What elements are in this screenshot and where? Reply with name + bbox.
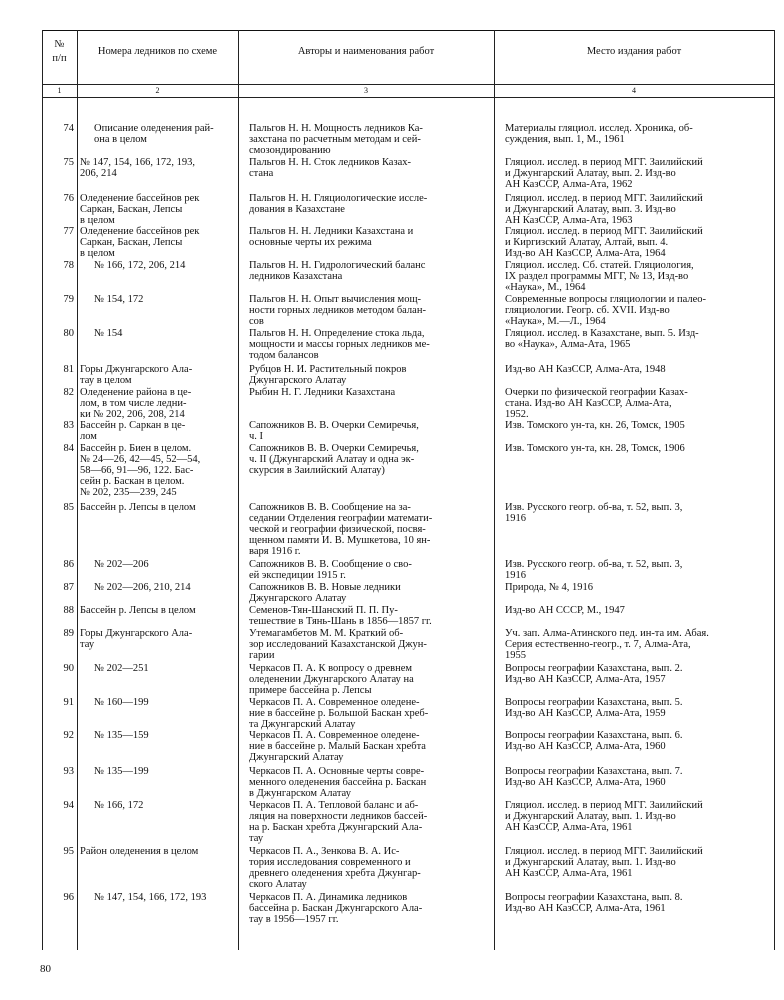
row-glaciers: Район оледенения в целом [80, 846, 199, 857]
row-number: 90 [63, 663, 74, 674]
colnum-3: 3 [364, 86, 368, 95]
row-place: Уч. зап. Алма-Атинского пед. ин-та им. Абая. Серия естественно-геогр., т. 7, Алма-Ата, 1955 [505, 628, 709, 661]
row-glaciers: Оледенение района в це- лом, в том числе ледни- ки № 202, 206, 208, 214 [80, 387, 192, 420]
row-place: Материалы гляциол. исслед. Хроника, об- суждения, вып. 1, М., 1961 [505, 123, 693, 145]
colnum-1: 1 [57, 86, 62, 95]
row-place: Современные вопросы гляциологии и палео- гляциологии. Геогр. сб. XVII. Изд-во «Наука», М.—Л., 1964 [505, 294, 706, 327]
col-divider-3 [494, 30, 495, 950]
row-place: Очерки по физической географии Казах- стана. Изд-во АН КазССР, Алма-Ата, 1952. [505, 387, 688, 420]
row-authors: Черкасов П. А. Тепловой баланс и аб- ляция на поверхности ледников бассей- на р. Баскан хребта Джунгарский Ала- тау [249, 800, 428, 844]
row-place: Вопросы географии Казахстана, вып. 5. Изд-во АН КазССР, Алма-Ата, 1959 [505, 697, 683, 719]
row-place: Гляциол. исслед. Сб. статей. Гляциология, IX раздел программы МГГ, № 13, Изд-во «Наука», М., 1964 [505, 260, 694, 293]
table-left-border [42, 30, 43, 950]
row-number: 81 [63, 364, 74, 375]
row-glaciers: № 147, 154, 166, 172, 193 [94, 892, 207, 903]
row-number: 84 [63, 443, 74, 454]
row-place: Вопросы географии Казахстана, вып. 2. Изд-во АН КазССР, Алма-Ата, 1957 [505, 663, 683, 685]
colnum-4: 4 [632, 86, 636, 95]
row-glaciers: № 202—206, 210, 214 [94, 582, 191, 593]
row-place: Гляциол. исслед. в период МГГ. Заилийский и Джунгарский Алатау, вып. 1. Изд-во АН КазССР, Алма-Ата, 1961 [505, 846, 703, 879]
row-number: 77 [63, 226, 74, 237]
row-place: Изв. Томского ун-та, кн. 28, Томск, 1906 [505, 443, 685, 454]
row-glaciers: № 135—159 [94, 730, 149, 741]
row-authors: Черкасов П. А. Современное оледене- ние в бассейне р. Большой Баскан хреб- та Джунгарский Алатау [249, 697, 429, 730]
row-number: 79 [63, 294, 74, 305]
row-number: 96 [63, 892, 74, 903]
row-authors: Черкасов П. А. Основные черты совре- менного оледенения бассейна р. Баскан в Джунгарском Алатау [249, 766, 427, 799]
row-glaciers: Горы Джунгарского Ала- тау в целом [80, 364, 193, 386]
row-number: 83 [63, 420, 74, 431]
row-number: 74 [63, 123, 74, 134]
row-glaciers: Бассейн р. Биен в целом. № 24—26, 42—45, 52—54, 58—66, 91—96, 122. Бас- сейн р. Баскан в целом. № 202, 235—239, 245 [80, 443, 201, 498]
header-col-authors: Авторы и наименования работ [297, 46, 435, 57]
row-place: Изв. Русского геогр. об-ва, т. 52, вып. 3, 1916 [505, 502, 683, 524]
row-authors: Утемагамбетов М. М. Краткий об- зор исследований Казахстанской Джун- гарии [249, 628, 427, 661]
row-authors: Семенов-Тян-Шанский П. П. Пу- тешествие в Тянь-Шань в 1856—1857 гг. [249, 605, 432, 627]
row-number: 85 [63, 502, 74, 513]
table-top-border [42, 30, 774, 31]
row-glaciers: Оледенение бассейнов рек Саркан, Баскан, Лепсы в целом [80, 226, 200, 259]
row-place: Гляциол. исслед. в период МГГ. Заилийский и Киргизский Алатау, Алтай, вып. 4. Изд-во АН КазССР, Алма-Ата, 1964 [505, 226, 703, 259]
row-place: Изд-во АН СССР, М., 1947 [505, 605, 625, 616]
col-divider-1 [77, 30, 78, 950]
row-place: Изв. Русского геогр. об-ва, т. 52, вып. 3, 1916 [505, 559, 683, 581]
row-number: 87 [63, 582, 74, 593]
row-number: 88 [63, 605, 74, 616]
row-number: 92 [63, 730, 74, 741]
row-authors: Сапожников В. В. Новые ледники Джунгарского Алатау [249, 582, 401, 604]
row-glaciers: № 166, 172, 206, 214 [94, 260, 186, 271]
row-glaciers: № 202—206 [94, 559, 149, 570]
row-number: 78 [63, 260, 74, 271]
row-authors: Черкасов П. А. Динамика ледников бассейна р. Баскан Джунгарского Ала- тау в 1956—1957 гг. [249, 892, 423, 925]
row-authors: Черкасов П. А., Зенкова В. А. Ис- тория исследования современного и древнего оледенения хребта Джунгар- ского Алатау [249, 846, 421, 890]
row-place: Изд-во АН КазССР, Алма-Ата, 1948 [505, 364, 666, 375]
row-glaciers: Горы Джунгарского Ала- тау [80, 628, 193, 650]
row-number: 91 [63, 697, 74, 708]
row-glaciers: № 154, 172 [94, 294, 144, 305]
row-authors: Черкасов П. А. Современное оледене- ние в бассейне р. Малый Баскан хребта Джунгарский Алатау [249, 730, 426, 763]
row-number: 93 [63, 766, 74, 777]
header-col-place: Место издания работ [586, 46, 682, 57]
header-col-glaciers: Номера ледников по схеме [97, 46, 218, 57]
colnum-2: 2 [155, 86, 160, 95]
row-authors: Пальгов Н. Н. Определение стока льда, мощности и массы горных ледников ме- тодом балансов [249, 328, 430, 361]
row-glaciers: № 147, 154, 166, 172, 193, 206, 214 [80, 157, 196, 179]
row-place: Вопросы географии Казахстана, вып. 8. Изд-во АН КазССР, Алма-Ата, 1961 [505, 892, 683, 914]
row-authors: Пальгов Н. Н. Мощность ледников Ка- захстана по расчетным методам и сей- смозондированию [249, 123, 423, 156]
row-glaciers: № 160—199 [94, 697, 149, 708]
row-glaciers: Бассейн р. Лепсы в целом [80, 502, 196, 513]
row-authors: Пальгов Н. Н. Гидрологический баланс ледников Казахстана [249, 260, 426, 282]
table-right-border [774, 30, 775, 950]
row-glaciers: № 166, 172 [94, 800, 144, 811]
row-place: Гляциол. исслед. в период МГГ. Заилийский и Джунгарский Алатау, вып. 1. Изд-во АН КазССР, Алма-Ата, 1961 [505, 800, 703, 833]
row-authors: Рубцов Н. И. Растительный покров Джунгарского Алатау [249, 364, 407, 386]
col-divider-2 [238, 30, 239, 950]
row-number: 89 [63, 628, 74, 639]
row-glaciers: № 202—251 [94, 663, 149, 674]
row-number: 76 [63, 193, 74, 204]
row-authors: Пальгов Н. Н. Ледники Казахстана и основные черты их режима [249, 226, 414, 248]
row-number: 95 [63, 846, 74, 857]
row-authors: Сапожников В. В. Очерки Семиречья, ч. I [249, 420, 419, 442]
row-authors: Сапожников В. В. Очерки Семиречья, ч. II (Джунгарский Алатау и одна эк- скурсия в Заилийский Алатау) [249, 443, 419, 476]
row-place: Гляциол. исслед. в Казахстане, вып. 5. Изд- во «Наука», Алма-Ата, 1965 [505, 328, 699, 350]
page-number: 80 [40, 963, 51, 975]
row-authors: Рыбин Н. Г. Ледники Казахстана [249, 387, 396, 398]
row-number: 86 [63, 559, 74, 570]
row-glaciers: № 135—199 [94, 766, 149, 777]
row-glaciers: № 154 [94, 328, 123, 339]
row-place: Гляциол. исслед. в период МГГ. Заилийский и Джунгарский Алатау, вып. 2. Изд-во АН КазССР, Алма-Ата, 1962 [505, 157, 703, 190]
row-number: 80 [63, 328, 74, 339]
row-place: Вопросы географии Казахстана, вып. 6. Изд-во АН КазССР, Алма-Ата, 1960 [505, 730, 683, 752]
colnum-divider [42, 97, 774, 98]
row-authors: Пальгов Н. Н. Гляциологические иссле- дования в Казахстане [249, 193, 428, 215]
row-authors: Пальгов Н. Н. Опыт вычисления мощ- ности горных ледников методом балан- сов [249, 294, 426, 327]
row-glaciers: Оледенение бассейнов рек Саркан, Баскан, Лепсы в целом [80, 193, 200, 226]
row-authors: Сапожников В. В. Сообщение на за- седании Отделения географии математи- ческой и географии физической, посвя- щенном памяти И. В. Мушкетова, 10 ян- варя 1916 г. [249, 502, 433, 557]
row-number: 82 [63, 387, 74, 398]
header-divider [42, 84, 774, 85]
row-place: Природа, № 4, 1916 [505, 582, 594, 593]
row-number: 94 [63, 800, 74, 811]
row-glaciers: Бассейн р. Лепсы в целом [80, 605, 196, 616]
row-number: 75 [63, 157, 74, 168]
row-authors: Черкасов П. А. К вопросу о древнем оледенении Джунгарского Алатау на примере бассейна р. Лепсы [249, 663, 414, 696]
header-col-num: № п/п [52, 39, 67, 64]
row-glaciers: Описание оледенения рай- она в целом [94, 123, 214, 145]
row-place: Вопросы географии Казахстана, вып. 7. Изд-во АН КазССР, Алма-Ата, 1960 [505, 766, 683, 788]
row-glaciers: Бассейн р. Саркан в це- лом [80, 420, 186, 442]
row-place: Гляциол. исслед. в период МГГ. Заилийский и Джунгарский Алатау, вып. 3. Изд-во АН КазССР, Алма-Ата, 1963 [505, 193, 703, 226]
row-place: Изв. Томского ун-та, кн. 26, Томск, 1905 [505, 420, 685, 431]
row-authors: Сапожников В. В. Сообщение о сво- ей экспедиции 1915 г. [249, 559, 412, 581]
row-authors: Пальгов Н. Н. Сток ледников Казах- стана [249, 157, 412, 179]
